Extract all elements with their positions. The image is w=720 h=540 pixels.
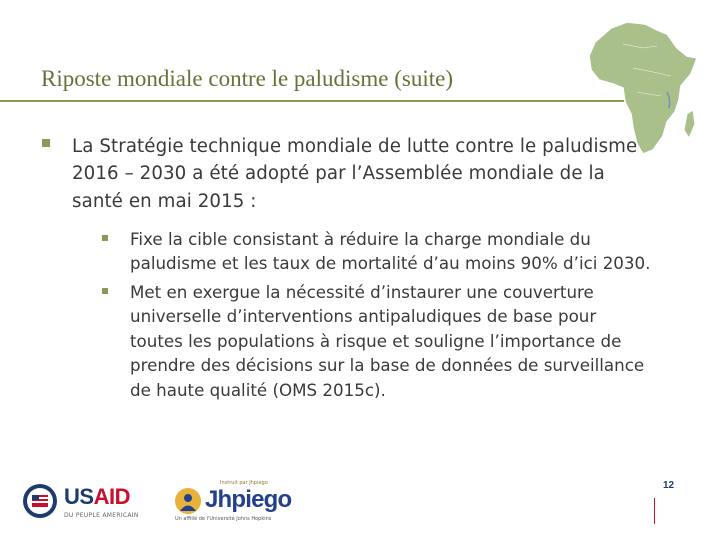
bullet-level2 bbox=[102, 227, 652, 276]
usaid-logo bbox=[64, 484, 130, 510]
jhpiego-affiliation: Un affilié de l'Université Johns Hopkins bbox=[175, 516, 272, 522]
page-number: 12 bbox=[663, 480, 675, 491]
slide-title: Riposte mondiale contre le paludisme (suite) bbox=[41, 66, 453, 91]
usaid-logo-us: US bbox=[64, 484, 94, 509]
usaid-tagline: DU PEUPLE AMERICAIN bbox=[64, 512, 139, 519]
bullet-level1 bbox=[42, 133, 652, 215]
square-bullet-icon bbox=[102, 288, 108, 294]
square-bullet-icon bbox=[42, 139, 50, 147]
jhpiego-logo: Jhpiego bbox=[205, 486, 292, 513]
bullet-level2-text: Fixe la cible consistant à réduire la charge mondiale du paludisme et les taux de mortalité d’au moins 90% d’ici 2030. bbox=[130, 228, 651, 274]
jhpiego-tagline: Instruit par Jhpiego bbox=[220, 480, 268, 486]
bullet-level2 bbox=[102, 280, 652, 403]
bullet-level2-text: Met en exergue la nécessité d’instaurer une couverture universelle d’interventions antipaludiques de base pour toutes les populations à risque et souligne l’importance de prendre des décisions sur la base de données de surveillance de haute qualité (OMS 2015c). bbox=[130, 281, 645, 400]
footer-logos bbox=[0, 478, 300, 528]
square-bullet-icon bbox=[102, 235, 108, 241]
jhpiego-mark-icon bbox=[173, 486, 203, 516]
bullet-level1-text: La Stratégie technique mondiale de lutte contre le paludisme 2016 – 2030 a été adopté par l’Assemblée mondiale de la santé en mai 2015 : bbox=[72, 136, 638, 212]
slide-body bbox=[42, 133, 652, 402]
usaid-logo-aid: AID bbox=[93, 484, 130, 509]
usaid-seal-icon bbox=[22, 483, 58, 519]
page-number-divider bbox=[654, 498, 655, 524]
title-divider bbox=[0, 100, 638, 102]
